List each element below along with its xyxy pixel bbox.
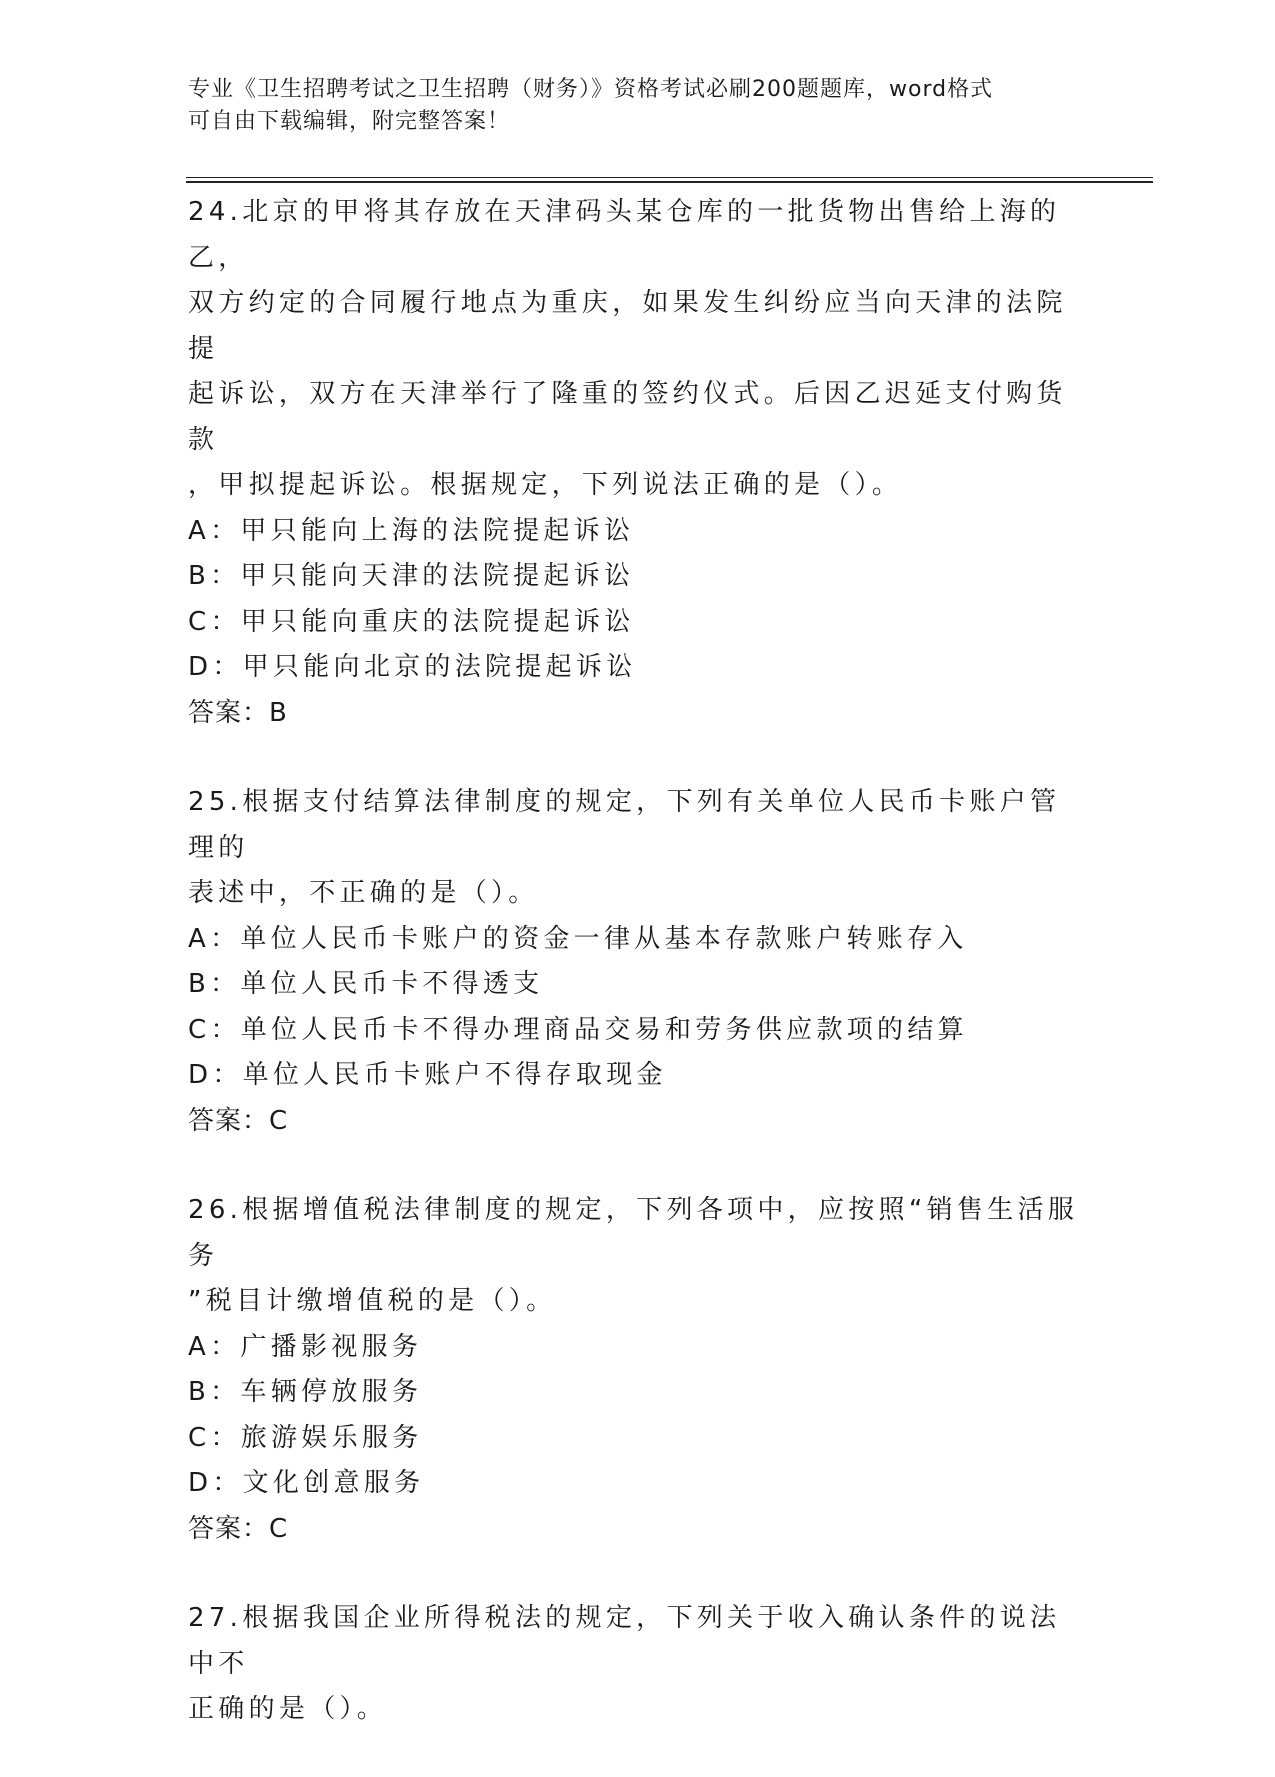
answer: 答案：B	[188, 697, 288, 728]
document-header	[188, 74, 1078, 138]
option-d: D：单位人民币卡账户不得存取现金	[188, 1060, 667, 1090]
stem-line: 24.北京的甲将其存放在天津码头某仓库的一批货物出售给上海的乙，	[188, 197, 1061, 273]
stem-line: 27.根据我国企业所得税法的规定，下列关于收入确认条件的说法中不	[188, 1603, 1061, 1679]
answer: 答案：C	[188, 1513, 289, 1544]
stem-line: 25.根据支付结算法律制度的规定，下列有关单位人民币卡账户管理的	[188, 787, 1061, 863]
stem-line: 26.根据增值税法律制度的规定，下列各项中，应按照“销售生活服务	[188, 1195, 1079, 1271]
question-stem	[188, 190, 1088, 509]
question-stem	[188, 1596, 1088, 1733]
option-d: D：甲只能向北京的法院提起诉讼	[188, 652, 637, 682]
option-a: A：单位人民币卡账户的资金一律从基本存款账户转账存入	[188, 923, 968, 954]
header-divider-thick	[186, 181, 1153, 183]
stem-line: 双方约定的合同履行地点为重庆，如果发生纠纷应当向天津的法院提	[188, 288, 1067, 364]
question-24	[188, 190, 1088, 736]
option-b: B：车辆停放服务	[188, 1377, 423, 1407]
option-b: B：甲只能向天津的法院提起诉讼	[188, 561, 635, 591]
stem-line: 正确的是（）。	[188, 1694, 388, 1724]
question-stem	[188, 780, 1088, 917]
stem-line: ”税目计缴增值税的是（）。	[188, 1286, 557, 1316]
option-a: A：甲只能向上海的法院提起诉讼	[188, 515, 635, 546]
header-divider-thin	[186, 177, 1153, 178]
question-list	[188, 190, 1088, 1777]
stem-line: ，甲拟提起诉讼。根据规定，下列说法正确的是（）。	[188, 470, 903, 500]
option-c: C：旅游娱乐服务	[188, 1422, 423, 1453]
header-line-1: 专业《卫生招聘考试之卫生招聘（财务）》资格考试必刷200题题库，word格式	[188, 77, 994, 102]
question-26	[188, 1188, 1088, 1552]
stem-line: 起诉讼，双方在天津举行了隆重的签约仪式。后因乙迟延支付购货款	[188, 379, 1067, 455]
option-c: C：甲只能向重庆的法院提起诉讼	[188, 606, 635, 637]
header-line-2: 可自由下载编辑，附完整答案！	[188, 109, 511, 134]
option-b: B：单位人民币卡不得透支	[188, 969, 544, 999]
stem-line: 表述中，不正确的是（）。	[188, 878, 539, 908]
answer: 答案：C	[188, 1105, 289, 1136]
option-a: A：广播影视服务	[188, 1331, 423, 1362]
question-25	[188, 780, 1088, 1144]
question-27	[188, 1596, 1088, 1733]
option-c: C：单位人民币卡不得办理商品交易和劳务供应款项的结算	[188, 1014, 968, 1045]
option-d: D：文化创意服务	[188, 1468, 425, 1498]
question-stem	[188, 1188, 1088, 1325]
